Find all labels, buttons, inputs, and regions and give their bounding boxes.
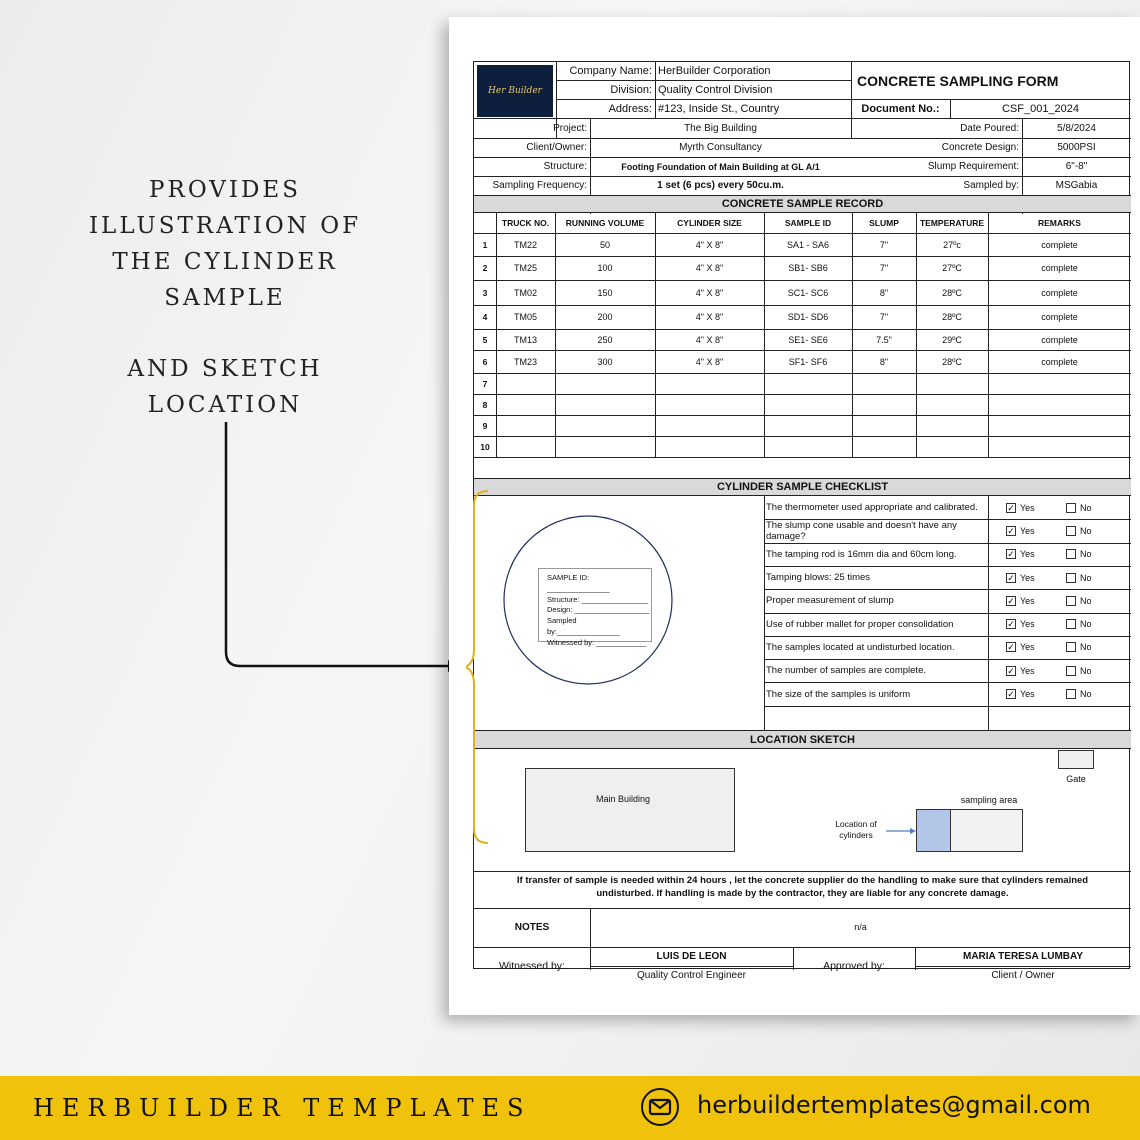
cell-vol	[555, 436, 655, 457]
cell-vol: 250	[597, 334, 613, 345]
approver-name: MARIA TERESA LUMBAY	[962, 951, 1083, 962]
check-icon[interactable]: ✓	[1007, 689, 1015, 700]
no-option[interactable]: No	[1066, 682, 1092, 705]
caption-illustration: PROVIDES ILLUSTRATION OF THE CYLINDER SAMPLE	[88, 177, 362, 311]
slump-req-label: Slump Requirement:	[927, 161, 1019, 172]
check-icon[interactable]: ✓	[1007, 525, 1015, 536]
witness-title: Quality Control Engineer	[637, 970, 746, 981]
cell-vol: 200	[597, 312, 613, 322]
empty-checkbox-icon[interactable]	[1066, 689, 1076, 699]
cell-id	[764, 415, 852, 436]
cell-slump	[852, 436, 916, 457]
cell-size: 4" X 8"	[695, 334, 724, 345]
yes-option[interactable]: ✓ Yes	[1007, 642, 1035, 653]
cell-slump: 7.5"	[876, 334, 892, 345]
cell-temp: 28ºC	[942, 312, 962, 322]
company-label: Company Name:	[569, 65, 652, 77]
check-icon[interactable]: ✓	[1007, 665, 1015, 676]
cell-truck: TM05	[513, 312, 537, 322]
structure-value: Footing Foundation of Main Building at GL A/1	[621, 161, 820, 172]
form-sheet	[449, 17, 1140, 1015]
cell-remarks: complete	[1041, 312, 1078, 322]
record-title: CONCRETE SAMPLE RECORD	[474, 195, 1131, 213]
empty-checkbox-icon[interactable]	[1066, 526, 1076, 536]
empty-checkbox-icon[interactable]	[1066, 503, 1076, 513]
cell-remarks: complete	[1041, 239, 1078, 250]
cell-size: 4" X 8"	[695, 263, 724, 273]
cell-slump: 8"	[879, 287, 889, 298]
row-number: 2	[482, 263, 488, 273]
row-number: 7	[482, 378, 488, 389]
client-value: Myrth Consultancy	[679, 142, 762, 153]
cell-size: 4" X 8"	[695, 239, 724, 250]
yes-option[interactable]: ✓ Yes	[1007, 665, 1035, 676]
cell-vol: 100	[597, 263, 613, 273]
check-icon[interactable]: ✓	[1007, 595, 1015, 606]
check-icon[interactable]: ✓	[1007, 642, 1015, 653]
cell-truck: TM22	[513, 239, 537, 250]
cell-size: 4" X 8"	[695, 287, 724, 298]
cell-truck	[496, 394, 555, 415]
cell-id	[764, 394, 852, 415]
checklist-item: The slump cone usable and doesn't have any damage?	[766, 519, 957, 542]
col-header: TEMPERATURE	[919, 218, 985, 228]
sketch-title: LOCATION SKETCH	[474, 730, 1131, 749]
approver-title: Client / Owner	[991, 970, 1055, 981]
row-number: 5	[482, 334, 488, 345]
cell-slump	[852, 373, 916, 394]
approved-label: Approved by:	[823, 960, 885, 972]
location-arrow-icon	[886, 826, 916, 836]
cell-slump: 8"	[879, 356, 889, 367]
caption-sketch: AND SKETCH LOCATION	[127, 356, 323, 418]
no-option[interactable]: No	[1066, 613, 1092, 636]
cell-size: 4" X 8"	[695, 356, 724, 367]
checklist-title: CYLINDER SAMPLE CHECKLIST	[474, 478, 1131, 496]
col-header: SLUMP	[869, 218, 899, 228]
cell-id	[764, 373, 852, 394]
division-label: Division:	[610, 83, 652, 96]
col-header: SAMPLE ID	[784, 218, 832, 228]
witnessed-label: Witnessed by:	[499, 960, 565, 972]
cell-temp: 29ºC	[942, 334, 962, 345]
empty-checkbox-icon[interactable]	[1066, 666, 1076, 676]
mail-icon	[641, 1088, 679, 1126]
cell-remarks	[988, 373, 1131, 394]
main-building-label: Main Building	[595, 794, 651, 804]
cell-slump	[852, 394, 916, 415]
cell-truck: TM02	[513, 287, 537, 298]
cell-temp	[916, 436, 988, 457]
row-number: 3	[482, 287, 488, 298]
cell-slump: 7"	[879, 312, 889, 322]
cell-id	[764, 436, 852, 457]
yes-option[interactable]: ✓ Yes	[1007, 502, 1035, 513]
project-label: Project:	[553, 123, 587, 134]
division-value: Quality Control Division	[658, 83, 773, 96]
no-option[interactable]: No	[1066, 659, 1092, 682]
cell-truck	[496, 415, 555, 436]
cell-size	[655, 373, 764, 394]
cell-truck	[496, 436, 555, 457]
cell-temp	[916, 415, 988, 436]
cell-temp: 28ºC	[942, 356, 962, 367]
notes-value: n/a	[854, 922, 867, 932]
no-option[interactable]: No	[1066, 496, 1092, 519]
empty-checkbox-icon[interactable]	[1066, 573, 1076, 583]
frequency-value: 1 set (6 pcs) every 50cu.m.	[657, 180, 784, 191]
yes-option[interactable]: ✓ Yes	[1007, 689, 1035, 700]
sampling-form	[473, 61, 1130, 981]
checklist-item: The tamping rod is 16mm dia and 60cm long.	[766, 548, 957, 560]
cell-slump: 7"	[879, 263, 889, 273]
empty-checkbox-icon[interactable]	[1066, 619, 1076, 629]
row-number: 9	[482, 420, 488, 431]
cell-truck: TM25	[513, 263, 537, 273]
check-icon[interactable]: ✓	[1007, 549, 1015, 560]
no-option[interactable]: No	[1066, 566, 1092, 589]
cell-remarks: complete	[1041, 334, 1078, 345]
cell-id: SE1- SE6	[788, 334, 828, 345]
sampled-by-label: Sampled by:	[963, 180, 1019, 191]
no-option[interactable]: No	[1066, 589, 1092, 612]
gate-label: Gate	[1066, 774, 1086, 784]
notes-label: NOTES	[514, 921, 550, 933]
cell-remarks	[988, 394, 1131, 415]
row-number: 8	[482, 399, 488, 410]
col-header: REMARKS	[1038, 218, 1081, 228]
checklist-item: The thermometer used appropriate and calibrated.	[766, 502, 978, 514]
row-number: 4	[482, 312, 488, 322]
yes-option[interactable]: ✓ Yes	[1007, 619, 1035, 630]
company-name: HerBuilder Corporation	[658, 65, 771, 77]
main-building-shape	[525, 768, 735, 852]
checklist-item: The number of samples are complete.	[766, 665, 926, 677]
concrete-design-label: Concrete Design:	[941, 142, 1019, 153]
cell-size	[655, 436, 764, 457]
cell-vol	[555, 415, 655, 436]
cell-truck: TM13	[513, 334, 537, 345]
cell-slump: 7"	[879, 239, 889, 250]
cell-size	[655, 415, 764, 436]
empty-checkbox-icon[interactable]	[1066, 549, 1076, 559]
cell-vol: 50	[599, 239, 610, 250]
yes-option[interactable]: ✓ Yes	[1007, 525, 1035, 536]
no-option[interactable]: No	[1066, 519, 1092, 542]
brace-bracket-icon	[466, 489, 492, 845]
cell-id: SD1- SD6	[787, 312, 829, 322]
form-title: CONCRETE SAMPLING FORM	[857, 73, 1059, 89]
cell-remarks: complete	[1041, 263, 1078, 273]
check-icon[interactable]: ✓	[1007, 572, 1015, 583]
cell-remarks: complete	[1041, 287, 1078, 298]
frequency-label: Sampling Frequency:	[492, 180, 587, 191]
row-number: 10	[480, 441, 490, 452]
date-poured-value: 5/8/2024	[1057, 123, 1096, 134]
cell-truck	[496, 373, 555, 394]
concrete-design-value: 5000PSI	[1057, 142, 1096, 153]
cell-remarks	[988, 436, 1131, 457]
cell-temp	[916, 394, 988, 415]
empty-checkbox-icon[interactable]	[1066, 642, 1076, 652]
witness-name: LUIS DE LEON	[656, 951, 727, 962]
cell-vol: 300	[597, 356, 613, 367]
slump-req-value: 6"-8"	[1065, 161, 1088, 172]
address-value: #123, Inside St., Country	[658, 102, 780, 115]
col-header: TRUCK NO.	[501, 218, 550, 228]
yes-option[interactable]: ✓ Yes	[1007, 572, 1035, 583]
col-header: RUNNING VOLUME	[565, 218, 645, 228]
transfer-note: If transfer of sample is needed within 24 hours , let the concrete supplier do the handling to make sure that cylinders remained undisturbed. If handling is made by the contractor, they are liable for any concrete damage.	[516, 875, 1089, 899]
cell-remarks	[988, 415, 1131, 436]
cell-id: SA1 - SA6	[786, 239, 830, 250]
sampled-by-value: MSGabia	[1055, 180, 1098, 191]
cell-id: SC1- SC6	[787, 287, 829, 298]
checklist-item: The size of the samples is uniform	[766, 688, 911, 700]
checklist-item: Proper measurement of slump	[766, 595, 894, 607]
client-label: Client/Owner:	[526, 142, 587, 153]
row-number: 6	[482, 356, 488, 367]
doc-no-label: Document No.:	[861, 102, 940, 115]
no-option[interactable]: No	[1066, 543, 1092, 566]
cell-temp	[916, 373, 988, 394]
cell-remarks: complete	[1041, 356, 1078, 367]
cell-truck: TM23	[513, 356, 537, 367]
location-of-cylinders-label: Location of cylinders	[835, 819, 877, 840]
col-header: CYLINDER SIZE	[677, 218, 742, 228]
check-icon[interactable]: ✓	[1007, 619, 1015, 630]
cell-size: 4" X 8"	[695, 312, 724, 322]
checklist-item: Use of rubber mallet for proper consolidation	[766, 618, 954, 630]
date-poured-label: Date Poured:	[960, 123, 1019, 134]
sampling-area-label: sampling area	[960, 795, 1018, 805]
row-number: 1	[482, 239, 488, 250]
cell-temp: 27ºC	[942, 263, 962, 273]
doc-no-value: CSF_001_2024	[1001, 102, 1080, 115]
cell-vol: 150	[597, 287, 613, 298]
cell-vol	[555, 394, 655, 415]
contact-email[interactable]: herbuildertemplates@gmail.com	[697, 1091, 1091, 1119]
cell-slump	[852, 415, 916, 436]
brand-name: HERBUILDER TEMPLATES	[33, 1094, 532, 1122]
empty-checkbox-icon[interactable]	[1066, 596, 1076, 606]
cylinders-location-shape	[916, 809, 951, 852]
project-value: The Big Building	[684, 123, 757, 134]
cell-id: SF1- SF6	[788, 356, 828, 367]
cell-id: SB1- SB6	[788, 263, 828, 273]
cell-vol	[555, 373, 655, 394]
structure-label: Structure:	[543, 161, 587, 172]
company-logo: Her Builder	[477, 65, 553, 117]
yes-option[interactable]: ✓ Yes	[1007, 595, 1035, 606]
cell-temp: 28ºC	[942, 287, 962, 298]
cell-temp: 27ºc	[943, 239, 961, 250]
no-option[interactable]: No	[1066, 636, 1092, 659]
address-label: Address:	[608, 102, 652, 115]
checklist-item: Tamping blows: 25 times	[766, 572, 871, 584]
cell-size	[655, 394, 764, 415]
gate-shape	[1058, 750, 1094, 769]
sample-label-card: SAMPLE ID: _______________ Structure: ________________ Design: __________________ Sampled by:_______________ Witnessed by: ____________	[538, 568, 652, 642]
check-icon[interactable]: ✓	[1007, 502, 1015, 513]
brand-footer	[0, 1076, 1140, 1140]
yes-option[interactable]: ✓ Yes	[1007, 549, 1035, 560]
checklist-item: The samples located at undisturbed location.	[766, 641, 955, 653]
